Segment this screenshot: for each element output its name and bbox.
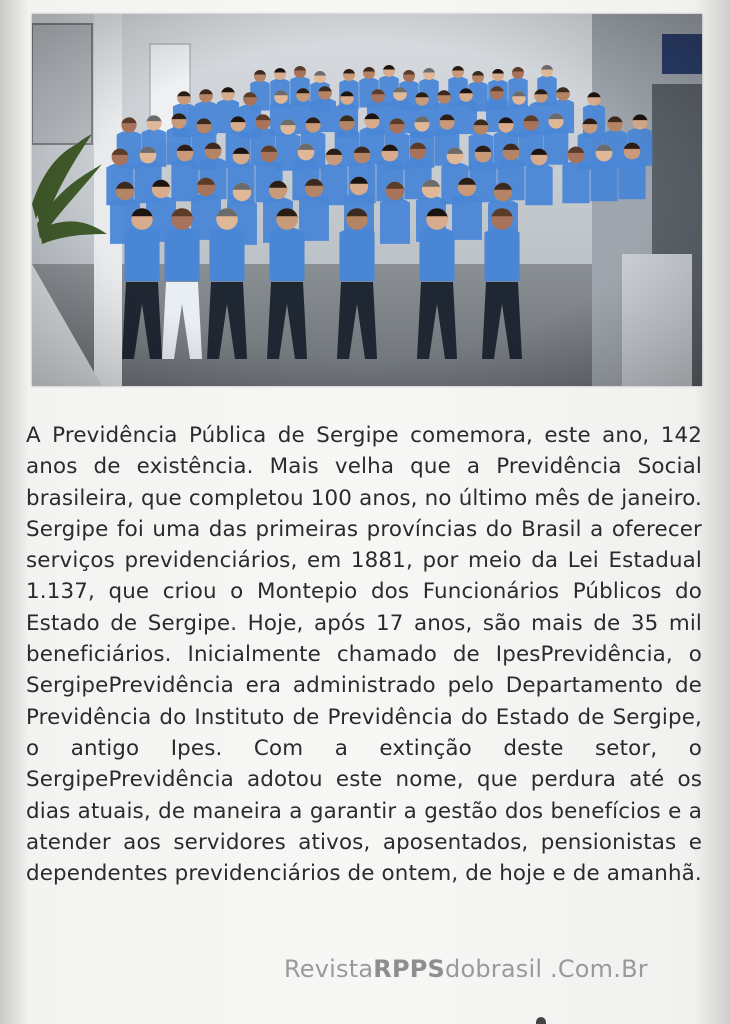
article-body: [26, 420, 702, 889]
footer-prefix: Revista: [284, 955, 374, 983]
footer-website[interactable]: [284, 955, 648, 983]
group-photo: [32, 14, 702, 386]
article-paragraph: A Previdência Pública de Sergipe comemora, este ano, 142 anos de existência. Mais velha que a Previdência Social brasileira, que completou 100 anos, no último mês de janeiro. Sergipe foi uma das primeiras províncias do Brasil a oferecer serviços previdenciários, em 1881, por meio da Lei Estadual 1.137, que criou o Montepio dos Funcionários Públicos do Estado de Sergipe. Hoje, após 17 anos, são mais de 35 mil beneficiários. Inicialmente chamado de IpesPrevidência, o SergipePrevidência era administrado pelo Departamento de Previdência do Instituto de Previdência do Estado de Sergipe, o antigo Ipes. Com a extinção deste setor, o SergipePrevidência adotou este nome, que perdura até os dias atuais, de maneira a garantir a gestão dos benefícios e a atender aos servidores ativos, aposentados, pensionistas e dependentes previdenciários de ontem, de hoje e de amanhã.: [26, 423, 702, 887]
page-edge-mark: [536, 1017, 546, 1024]
footer-brand: RPPS: [373, 955, 446, 983]
footer-suffix: dobrasil .Com.Br: [445, 955, 648, 983]
group-photo-illustration: [32, 14, 702, 386]
